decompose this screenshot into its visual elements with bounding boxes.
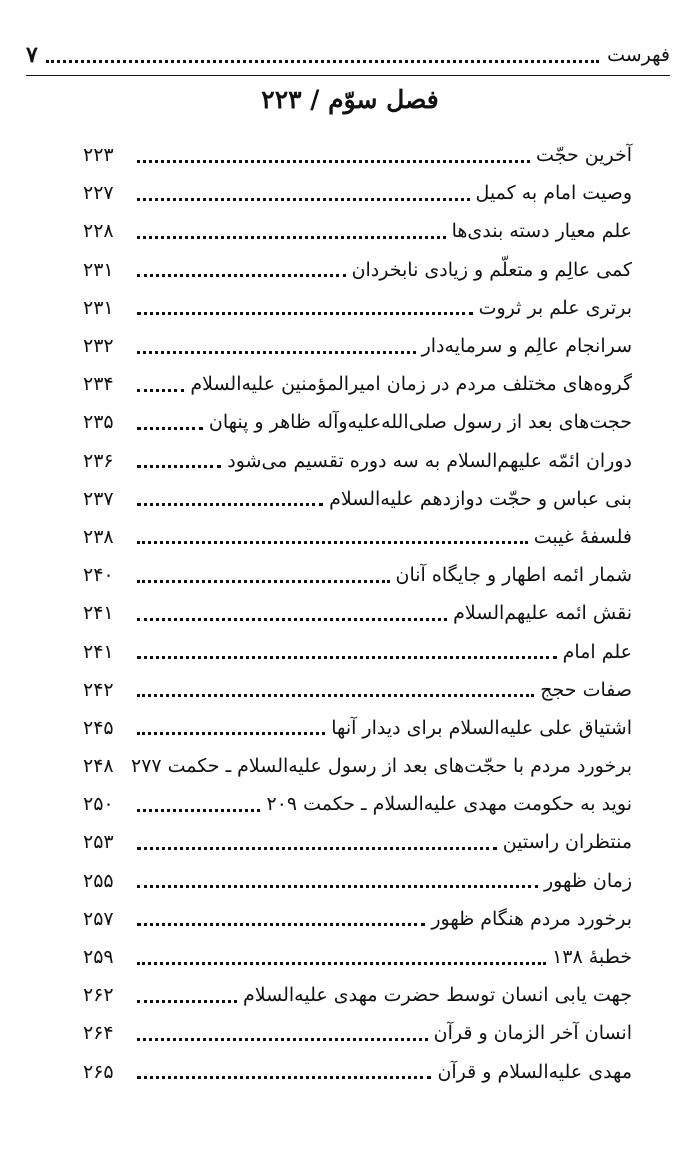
toc-entry[interactable] [83,900,632,938]
leader-dots [137,847,497,850]
leader-dots [137,160,530,163]
leader-dots [137,198,470,201]
toc-entry-label: علم امام [562,640,632,663]
toc-entry-page-number: ۲۲۳ [83,144,114,167]
toc-entry[interactable] [83,403,632,441]
toc-entry-page-number: ۲۵۷ [83,907,114,930]
toc-entry-label: انسان آخر الزمان و قرآن [433,1022,632,1045]
toc-entry-page-number: ۲۴۸ [83,755,114,778]
toc-entry-label: زمان ظهور [543,869,632,892]
toc-entry-page-number: ۲۵۳ [83,831,114,854]
toc-entry-page-number: ۲۴۵ [83,716,114,739]
chapter-heading: فصل سوّم / ۲۲۳ [261,85,439,114]
running-header-page-number: ۷ [26,42,38,68]
toc-entry-label: نوید به حکومت مهدی علیه‌السلام ـ حکمت ۲۰۹ [266,793,632,816]
leader-dots [137,1038,428,1041]
leader-dots [137,809,260,812]
toc-entry[interactable] [83,785,632,823]
running-header [26,38,670,72]
toc-entry-label: کمی عالِم و متعلّم و زیادی نابخردان [351,258,632,281]
toc-entry-label: وصیت امام به کمیل [475,182,632,205]
toc-entry-page-number: ۲۲۸ [83,220,114,243]
leader-dots [137,351,416,354]
leader-dots [137,1000,237,1003]
toc-entry-label: جهت یابی انسان توسط حضرت مهدی علیه‌السلام [243,984,632,1007]
toc-entry-page-number: ۲۳۲ [83,335,114,358]
toc-entry-label: برخورد مردم هنگام ظهور [431,907,632,930]
toc-entry-page-number: ۲۴۱ [83,640,114,663]
toc-entry[interactable] [83,480,632,518]
toc-entry-page-number: ۲۵۰ [83,793,114,816]
toc-entry[interactable] [83,862,632,900]
leader-dots [137,694,534,697]
toc-entry-page-number: ۲۲۷ [83,182,114,205]
leader-dots [137,389,184,392]
toc-entry[interactable] [83,594,632,632]
leader-dots [137,656,557,659]
toc-entry-label: مهدی علیه‌السلام و قرآن [437,1060,632,1083]
toc-entry[interactable] [83,709,632,747]
toc-entry-page-number: ۲۵۵ [83,869,114,892]
leader-dots [137,427,203,430]
toc-entry-label: برخورد مردم با حجّت‌های بعد از رسول علیه‌السلام ـ حکمت ۲۷۷ [130,755,632,778]
header-rule [26,75,670,76]
toc-entry-label: دوران ائمّه علیهم‌السلام به سه دوره تقسیم می‌شود [227,449,632,472]
toc-entry-page-number: ۲۴۲ [83,678,114,701]
leader-dots [137,465,221,468]
leader-dots [137,885,538,888]
leader-dots [137,732,325,735]
leader-dots [137,962,546,965]
toc-entry-page-number: ۲۳۱ [83,258,114,281]
toc-entry-label: گروه‌های مختلف مردم در زمان امیرالمؤمنین علیه‌السلام [190,373,632,396]
toc-entry[interactable] [83,212,632,250]
leader-dots [137,312,473,315]
toc-entry-label: اشتیاق علی علیه‌السلام برای دیدار آنها [331,716,632,739]
toc-entry[interactable] [83,632,632,670]
toc-entry-label: منتظران راستین [502,831,632,854]
toc-entry-page-number: ۲۶۴ [83,1022,114,1045]
toc-entry-page-number: ۲۴۰ [83,564,114,587]
toc-entry-label: برتری علم بر ثروت [478,296,632,319]
leader-dots [137,274,346,277]
toc-entry[interactable] [83,442,632,480]
leader-dots [137,503,323,506]
toc-entry[interactable] [83,1053,632,1091]
toc-entry[interactable] [83,976,632,1014]
toc-entry-label: نقش ائمه علیهم‌السلام [453,602,632,625]
leader-dots [137,236,446,239]
leader-dots [137,541,528,544]
toc-entry-label: شمار ائمه اطهار و جایگاه آنان [395,564,632,587]
toc-list [83,136,632,1091]
toc-entry-page-number: ۲۶۲ [83,984,114,1007]
running-header-leader-dots [46,60,599,63]
toc-entry-page-number: ۲۵۹ [83,946,114,969]
leader-dots [137,1076,431,1079]
toc-entry[interactable] [83,671,632,709]
toc-entry[interactable] [83,327,632,365]
toc-entry-label: فلسفهٔ غیبت [533,525,632,548]
toc-entry-label: صفات حجج [540,678,632,701]
toc-entry[interactable] [83,1014,632,1052]
toc-entry-page-number: ۲۳۵ [83,411,114,434]
toc-entry-page-number: ۲۴۱ [83,602,114,625]
leader-dots [137,923,425,926]
toc-entry-label: سرانجام عالِم و سرمایه‌دار [421,335,632,358]
toc-entry[interactable] [83,174,632,212]
toc-entry-label: حجت‌های بعد از رسول صلی‌الله‌علیه‌وآله ظاهر و پنهان [208,411,632,434]
toc-entry-label: بنی عباس و حجّت دوازدهم علیه‌السلام [329,487,632,510]
toc-entry[interactable] [83,556,632,594]
toc-entry[interactable] [83,823,632,861]
toc-entry[interactable] [83,251,632,289]
toc-entry[interactable] [83,938,632,976]
toc-entry-page-number: ۲۳۱ [83,296,114,319]
toc-entry[interactable] [83,136,632,174]
toc-entry-label: علم معیار دسته بندی‌ها [451,220,632,243]
leader-dots [137,618,447,621]
toc-entry-label: خطبهٔ ۱۳۸ [552,946,632,969]
toc-entry-page-number: ۲۳۴ [83,373,114,396]
toc-entry-page-number: ۲۳۶ [83,449,114,472]
toc-entry-page-number: ۲۶۵ [83,1060,114,1083]
running-header-title: فهرست [607,44,670,66]
leader-dots [137,580,390,583]
toc-entry-page-number: ۲۳۷ [83,487,114,510]
toc-entry[interactable] [83,747,632,785]
toc-entry-label: آخرین حجّت [536,144,632,167]
toc-entry[interactable] [83,289,632,327]
toc-entry-page-number: ۲۳۸ [83,525,114,548]
toc-entry[interactable] [83,365,632,403]
toc-entry[interactable] [83,518,632,556]
